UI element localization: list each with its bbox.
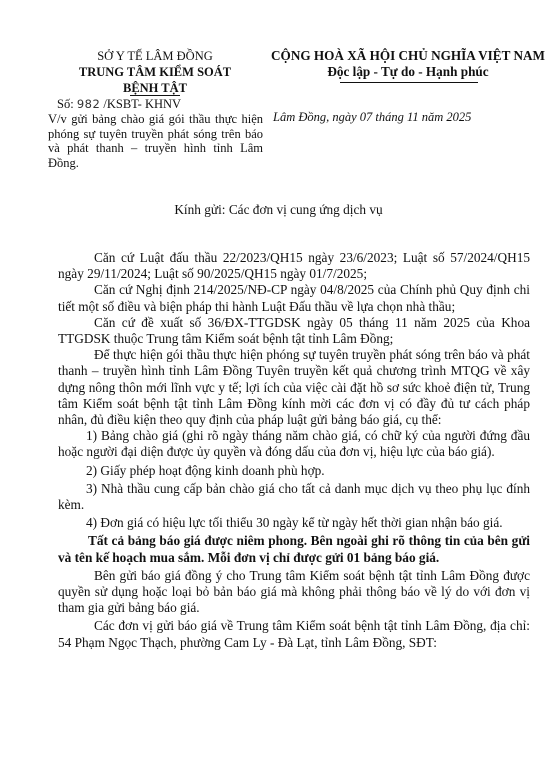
sealed-quote-note: Tất cả bảng báo giá được niêm phong. Bên ngoài ghi rõ thông tin của bên gửi và tên kế hoạch mua sắm. Mỗi đơn vị chỉ được gửi 01 bảng báo giá. [58,533,530,565]
national-title-block [262,48,554,80]
list-item-quote: 1) Bảng chào giá (ghi rõ ngày tháng năm chào giá, có chữ ký của người đứng đầu hoặc người đại diện được ủy quyền và đóng dấu của đơn vị, hiệu lực của báo giá). [58,428,530,460]
document-body [58,250,530,651]
issuer-underline [130,95,180,96]
list-item-validity: 4) Đơn giá có hiệu lực tối thiểu 30 ngày kể từ ngày hết thời gian nhận báo giá. [86,515,503,531]
document-subject: V/v gửi bảng chào giá gói thầu thực hiện phóng sự tuyên truyền phát sóng trên báo và phát thanh – truyền hình tỉnh Lâm Đồng. [48,112,263,170]
paragraph-legal-basis-3: Căn cứ đề xuất số 36/ĐX-TTGDSK ngày 05 tháng 11 năm 2025 của Khoa TTGDSK thuộc Trung tâm Kiểm soát bệnh tật tỉnh Lâm Đồng; [58,314,530,347]
doc-no-suffix: /KSBT- KHNV [103,97,182,111]
country-name: CỘNG HOÀ XÃ HỘI CHỦ NGHĨA VIỆT NAM [271,48,545,63]
org-name-line1: TRUNG TÂM KIỂM SOÁT [78,65,232,79]
recipient-line: Kính gửi: Các đơn vị cung ứng dịch vụ [174,202,383,217]
document-date: Lâm Đồng, ngày 07 tháng 11 năm 2025 [273,110,472,124]
paragraph-submission-address: Các đơn vị gửi báo giá về Trung tâm Kiểm soát bệnh tật tỉnh Lâm Đồng, địa chỉ: 54 Phạm Ngọc Thạch, phường Cam Ly - Đà Lạt, tỉnh Lâm Đồng, SĐT: [58,618,530,650]
document-number [57,97,181,112]
issuer-block [40,48,270,96]
list-item-license: 2) Giấy phép hoạt động kinh doanh phù hợp. [86,462,325,478]
list-item-catalog: 3) Nhà thầu cung cấp bản chào giá cho tất cả danh mục dịch vụ theo phụ lục đính kèm. [58,480,530,513]
motto-underline [340,82,478,83]
national-motto: Độc lập - Tự do - Hạnh phúc [327,64,489,79]
doc-no-value: 982 [76,97,101,111]
doc-no-prefix: Số: [57,97,74,111]
paragraph-rights: Bên gửi báo giá đồng ý cho Trung tâm Kiểm soát bệnh tật tỉnh Lâm Đồng được quyền sử dụng hoặc loại bỏ bản báo giá mà không phải thông báo về lý do với đơn vị tham gia gửi bảng báo giá. [58,567,530,616]
org-name-line2: BỆNH TẬT [122,81,188,95]
paragraph-purpose: Để thực hiện gói thầu thực hiện phóng sự tuyên truyền phát sóng trên báo và phát thanh – truyền hình tỉnh Lâm Đồng Tuyên truyền kết quả chương trình MTQG về xây dựng nông thôn mới lĩnh vực y tế; lợi ích của việc cài đặt hồ sơ sức khoẻ điện tử, Trung tâm Kiểm soát bệnh tật tỉnh Lâm Đồng kính mời các đơn vị có đầy đủ tư cách pháp nhân, đủ điều kiện theo quy định của pháp luật gửi bảng báo giá, cụ thể: [58,347,530,428]
paragraph-legal-basis-2: Căn cứ Nghị định 214/2025/NĐ-CP ngày 04/8/2025 của Chính phủ Quy định chi tiết một số điều và biện pháp thi hành Luật Đấu thầu về lựa chọn nhà thầu; [58,282,530,314]
org-parent: SỞ Y TẾ LÂM ĐỒNG [97,49,213,63]
paragraph-legal-basis-1: Căn cứ Luật đấu thầu 22/2023/QH15 ngày 23/6/2023; Luật số 57/2024/QH15 ngày 29/11/2024; Luật số 90/2025/QH15 ngày 01/7/2025; [58,250,530,282]
